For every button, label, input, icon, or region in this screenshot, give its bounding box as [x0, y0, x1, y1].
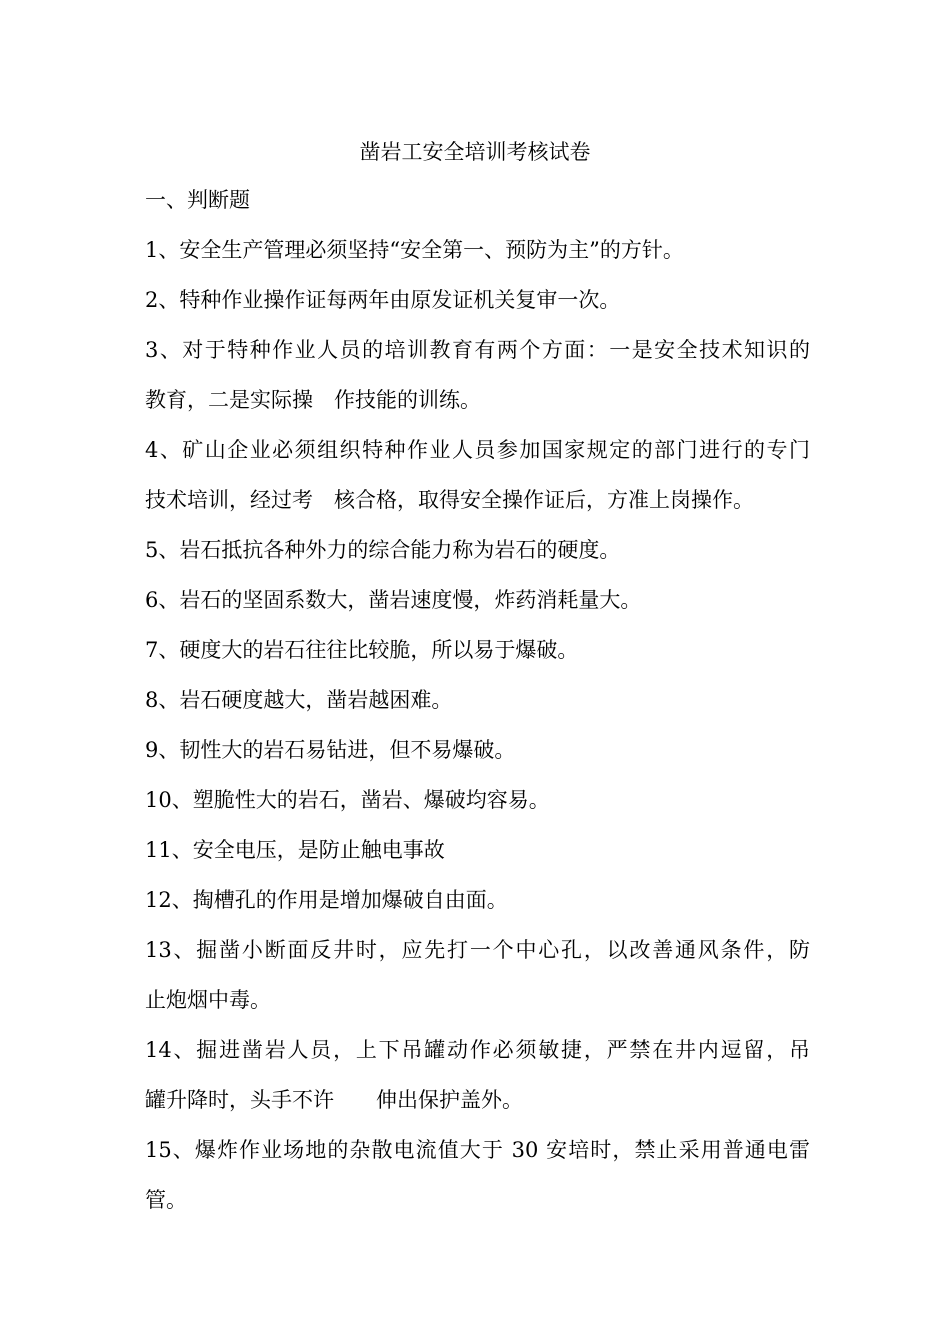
- question-line: 9、韧性大的岩石易钻进，但不易爆破。: [145, 738, 516, 762]
- question-line: 2、特种作业操作证每两年由原发证机关复审一次。: [145, 288, 621, 312]
- question-line-continuation: 技术培训，经过考 核合格，取得安全操作证后，方准上岗操作。: [145, 488, 754, 512]
- question-line: 13、掘凿小断面反井时，应先打一个中心孔，以改善通风条件，防: [145, 938, 810, 962]
- question-line: 12、掏槽孔的作用是增加爆破自由面。: [145, 888, 508, 912]
- question-line: 6、岩石的坚固系数大，凿岩速度慢，炸药消耗量大。: [145, 588, 642, 612]
- question-line-continuation: 教育，二是实际操 作技能的训练。: [145, 388, 481, 412]
- question-line: 4、矿山企业必须组织特种作业人员参加国家规定的部门进行的专门: [145, 438, 810, 462]
- question-line: 14、掘进凿岩人员，上下吊罐动作必须敏捷，严禁在井内逗留，吊: [145, 1038, 810, 1062]
- question-line: 8、岩石硬度越大，凿岩越困难。: [145, 688, 453, 712]
- question-line: 11、安全电压，是防止触电事故: [145, 838, 445, 862]
- question-line-continuation: 罐升降时，头手不许 伸出保护盖外。: [145, 1088, 523, 1112]
- question-line: 7、硬度大的岩石往往比较脆，所以易于爆破。: [145, 638, 579, 662]
- section-heading: 一、判断题: [145, 188, 250, 212]
- question-line: 5、岩石抵抗各种外力的综合能力称为岩石的硬度。: [145, 538, 621, 562]
- question-line: 3、对于特种作业人员的培训教育有两个方面：一是安全技术知识的: [145, 338, 810, 362]
- document-title: 凿岩工安全培训考核试卷: [359, 140, 591, 164]
- question-line: 10、塑脆性大的岩石，凿岩、爆破均容易。: [145, 788, 550, 812]
- question-line: 15、爆炸作业场地的杂散电流值大于 30 安培时，禁止采用普通电雷: [145, 1138, 810, 1162]
- question-line-continuation: 止炮烟中毒。: [145, 988, 271, 1012]
- question-line: 1、安全生产管理必须坚持“安全第一、预防为主”的方针。: [145, 238, 684, 262]
- question-line-continuation: 管。: [145, 1188, 187, 1212]
